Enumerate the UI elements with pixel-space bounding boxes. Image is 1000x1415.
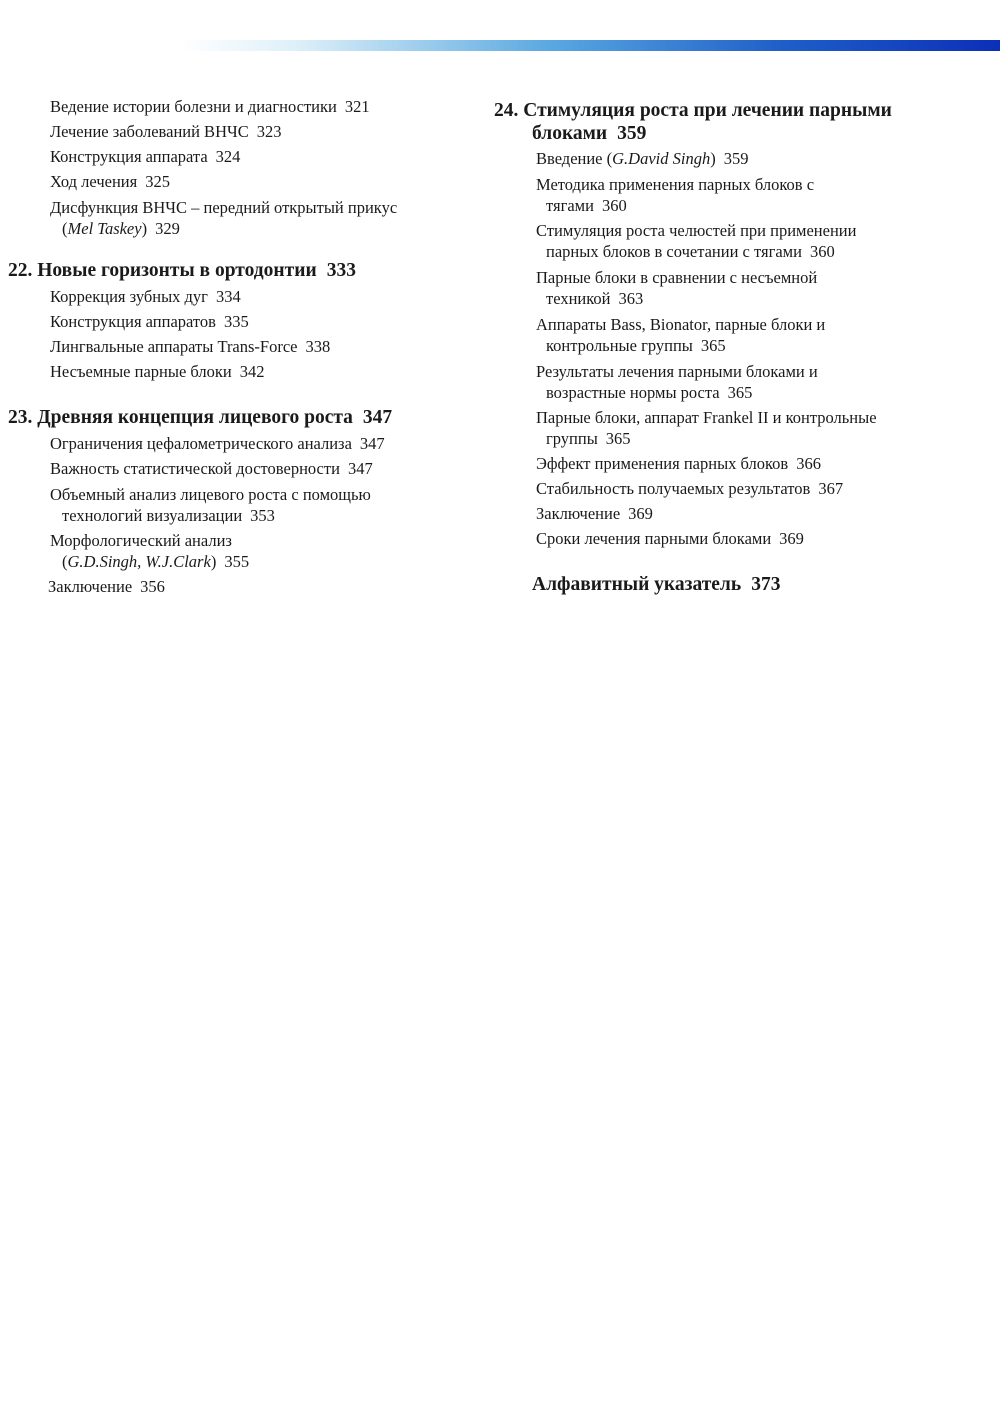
toc-entry[interactable]: Заключение 356 (48, 577, 165, 596)
toc-entry[interactable]: Заключение 369 (536, 504, 653, 523)
toc-entry[interactable]: Морфологический анализ (G.D.Singh, W.J.Clark) 355 (50, 531, 250, 571)
chapter-heading-22[interactable]: 22. Новые горизонты в ортодонтии 333 (8, 260, 356, 281)
toc-entry[interactable]: Объемный анализ лицевого роста с помощью технологий визуализации 353 (50, 485, 371, 525)
toc-entry[interactable]: Ведение истории болезни и диагностики 321 (50, 97, 370, 116)
toc-entry[interactable]: Введение (G.David Singh) 359 (536, 149, 749, 168)
toc-entry[interactable]: Важность статистической достоверности 347 (50, 459, 373, 478)
toc-entry[interactable]: Эффект применения парных блоков 366 (536, 454, 821, 473)
toc-entry[interactable]: Несъемные парные блоки 342 (50, 362, 265, 381)
toc-entry[interactable]: Сроки лечения парными блоками 369 (536, 529, 804, 548)
toc-entry[interactable]: Конструкция аппарата 324 (50, 147, 241, 166)
toc-entry[interactable]: Лечение заболеваний ВНЧС 323 (50, 122, 282, 141)
toc-entry[interactable]: Результаты лечения парными блоками и возрастные нормы роста 365 (536, 362, 818, 402)
author-name: G.D.Singh, W.J.Clark (67, 552, 211, 571)
index-heading[interactable]: Алфавитный указатель 373 (532, 574, 781, 595)
toc-entry[interactable]: Коррекция зубных дуг 334 (50, 287, 241, 306)
author-name: Mel Taskey (67, 219, 142, 238)
toc-entry[interactable]: Лингвальные аппараты Trans-Force 338 (50, 337, 331, 356)
author-name: G.David Singh (612, 149, 711, 168)
toc-entry[interactable]: Конструкция аппаратов 335 (50, 312, 249, 331)
toc-entry[interactable]: Стабильность получаемых результатов 367 (536, 479, 844, 498)
toc-entry[interactable]: Парные блоки в сравнении с несъемной техникой 363 (536, 268, 818, 308)
header-gradient-bar (0, 40, 1000, 51)
toc-entry[interactable]: Дисфункция ВНЧС – передний открытый прикус (Mel Taskey) 329 (50, 198, 398, 238)
toc-entry[interactable]: Методика применения парных блоков с тягами 360 (536, 175, 815, 215)
toc-entry[interactable]: Аппараты Bass, Bionator, парные блоки и контрольные группы 365 (536, 315, 826, 355)
chapter-heading-24[interactable]: 24. Стимуляция роста при лечении парными блоками 359 (494, 100, 892, 144)
toc-entry[interactable]: Ограничения цефалометрического анализа 347 (50, 434, 385, 453)
toc-entry[interactable]: Парные блоки, аппарат Frankel II и контрольные группы 365 (536, 408, 877, 448)
toc-entry[interactable]: Ход лечения 325 (50, 172, 170, 191)
chapter-heading-23[interactable]: 23. Древняя концепция лицевого роста 347 (8, 407, 393, 428)
toc-entry[interactable]: Стимуляция роста челюстей при применении парных блоков в сочетании с тягами 360 (536, 221, 857, 261)
